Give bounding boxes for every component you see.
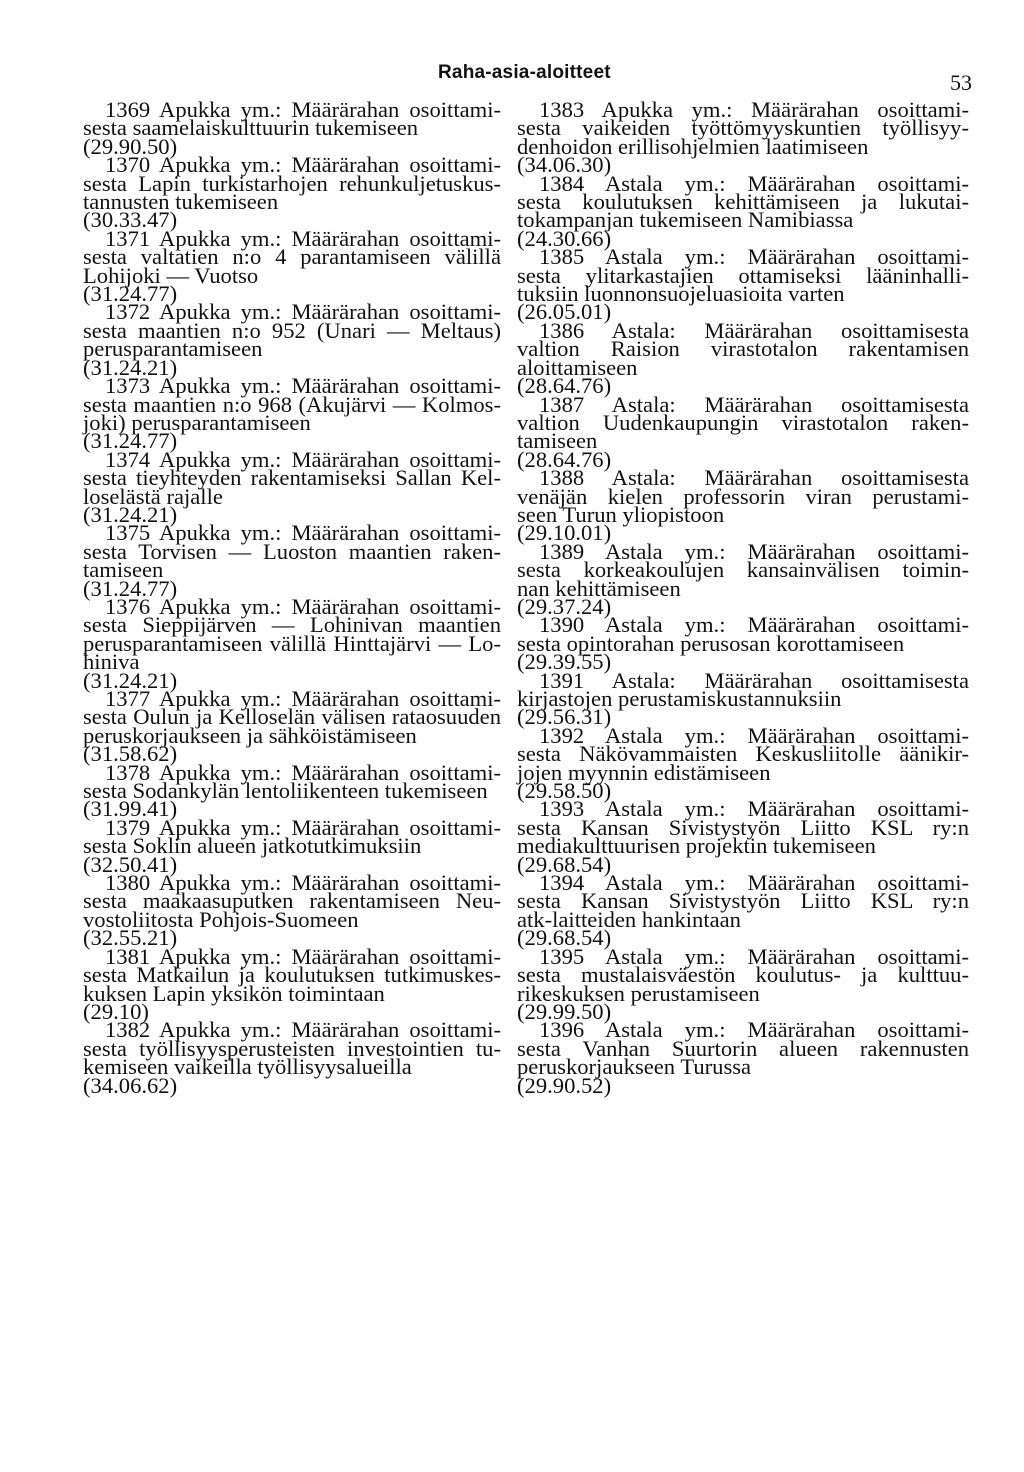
motion-entry bbox=[83, 299, 501, 380]
motion-entry bbox=[517, 870, 969, 951]
motion-heading-line: 1388 Astala: Määrärahan osoittamisesta bbox=[539, 465, 969, 491]
motion-line-last: (29.58.50) bbox=[517, 778, 612, 804]
motion-entry bbox=[517, 796, 969, 877]
motion-line: tuksiin luonnonsuojeluasioita varten bbox=[517, 281, 845, 307]
motion-entry bbox=[83, 446, 501, 527]
motion-heading-line: 1370 Apukka ym.: Määrärahan osoittami- bbox=[105, 152, 501, 178]
motion-line-last: (26.05.01) bbox=[517, 299, 612, 325]
motion-line-last: (29.37.24) bbox=[517, 593, 612, 619]
motion-line: sesta ylitarkastajien ottamiseksi lääninhalli- bbox=[517, 262, 969, 288]
motion-heading-line: 1381 Apukka ym.: Määrärahan osoittami- bbox=[105, 943, 501, 969]
motion-heading-line: 1376 Apukka ym.: Määrärahan osoittami- bbox=[105, 593, 501, 619]
motion-line: kirjastojen perustamiskustannuksiin bbox=[517, 686, 842, 711]
motion-line: sesta korkeakoulujen kansainvälisen toimin- bbox=[517, 557, 969, 583]
motion-line: sesta Vanhan Suurtorin alueen rakennusten bbox=[517, 1035, 969, 1061]
motion-line-last: (31.24.21) bbox=[83, 667, 178, 693]
motion-line: perusparantamiseen bbox=[83, 336, 263, 362]
motion-line: sesta saamelaiskulttuurin tukemiseen bbox=[83, 115, 419, 141]
motion-line: vostoliitosta Pohjois-Suomeen bbox=[83, 906, 359, 932]
motion-heading-line: 1393 Astala ym.: Määrärahan osoittami- bbox=[539, 796, 969, 822]
motion-line-last: (34.06.62) bbox=[83, 1072, 178, 1098]
motion-heading-line: 1392 Astala ym.: Määrärahan osoittami- bbox=[539, 722, 969, 748]
motion-line: sesta Näkövammaisten Keskusliitolle äänikir- bbox=[517, 741, 969, 767]
motion-heading-line: 1374 Apukka ym.: Määrärahan osoittami- bbox=[105, 446, 501, 472]
motion-line: sesta maakaasuputken rakentamiseen Neu- bbox=[83, 888, 501, 914]
motion-line-last: (31.24.77) bbox=[83, 575, 178, 601]
motion-entry bbox=[83, 814, 501, 877]
motion-line: peruskorjaukseen ja sähköistämiseen bbox=[83, 722, 417, 748]
left-column bbox=[83, 97, 501, 1098]
motion-line-last: (30.33.47) bbox=[83, 207, 178, 233]
motion-line-last: (28.64.76) bbox=[517, 373, 612, 399]
motion-heading-line: 1384 Astala ym.: Määrärahan osoittami- bbox=[539, 170, 969, 196]
motion-line: rikeskuksen perustamiseen bbox=[517, 980, 760, 1006]
motion-line: sesta Lapin turkistarhojen rehunkuljetuskus- bbox=[83, 170, 501, 196]
page-number: 53 bbox=[950, 70, 972, 95]
motion-line: joki) perusparantamiseen bbox=[83, 409, 311, 435]
motion-line-last: (29.90.52) bbox=[517, 1072, 612, 1098]
motion-line: sesta vaikeiden työttömyyskuntien työllisyy- bbox=[517, 115, 969, 141]
motion-line: tannusten tukemiseen bbox=[83, 189, 279, 215]
motion-heading-line: 1372 Apukka ym.: Määrärahan osoittami- bbox=[105, 299, 501, 325]
page-header bbox=[0, 60, 1024, 95]
motion-line-last: (31.24.21) bbox=[83, 354, 178, 380]
motion-entry bbox=[83, 593, 501, 693]
motion-entry bbox=[517, 943, 969, 1024]
motion-heading-line: 1377 Apukka ym.: Määrärahan osoittami- bbox=[105, 686, 501, 711]
motion-heading-line: 1371 Apukka ym.: Määrärahan osoittami- bbox=[105, 225, 501, 251]
motion-line-last: (28.64.76) bbox=[517, 446, 612, 472]
motion-line: tokampanjan tukemiseen Namibiassa bbox=[517, 207, 854, 233]
motion-heading-line: 1375 Apukka ym.: Määrärahan osoittami- bbox=[105, 520, 501, 546]
motion-line: Lohijoki — Vuotso bbox=[83, 262, 259, 288]
motion-entry bbox=[517, 97, 969, 178]
motion-entry bbox=[83, 1017, 501, 1098]
motion-line: sesta maantien n:o 952 (Unari — Meltaus) bbox=[83, 317, 501, 343]
motion-heading-line: 1380 Apukka ym.: Määrärahan osoittami- bbox=[105, 870, 501, 896]
motion-line: venäjän kielen professorin viran perustami- bbox=[517, 483, 969, 509]
motion-entry bbox=[517, 244, 969, 325]
motion-entry bbox=[517, 538, 969, 619]
running-title: Raha-asia-aloitteet bbox=[438, 62, 611, 83]
motion-line: seen Turun yliopistoon bbox=[517, 501, 725, 527]
motion-entry bbox=[83, 943, 501, 1024]
motion-entry bbox=[517, 612, 969, 675]
motion-line: nan kehittämiseen bbox=[517, 575, 681, 601]
motion-heading-line: 1385 Astala ym.: Määrärahan osoittami- bbox=[539, 244, 969, 270]
motion-line: sesta työllisyysperusteisten investointien tu- bbox=[83, 1035, 501, 1061]
motion-line: sesta Kansan Sivistystyön Liitto KSL ry:n bbox=[517, 888, 969, 914]
motion-line: sesta opintorahan perusosan korottamiseen bbox=[517, 630, 905, 656]
motion-heading-line: 1387 Astala: Määrärahan osoittamisesta bbox=[539, 391, 969, 417]
motion-line: mediakulttuurisen projektin tukemiseen bbox=[517, 833, 876, 859]
motion-entry bbox=[517, 170, 969, 251]
motion-heading-line: 1383 Apukka ym.: Määrärahan osoittami- bbox=[539, 97, 969, 122]
motion-line: sesta Torvisen — Luoston maantien raken- bbox=[83, 538, 501, 564]
motion-line: sesta valtatien n:o 4 parantamiseen välillä bbox=[83, 244, 501, 270]
motion-line: valtion Raision virastotalon rakentamisen bbox=[517, 336, 969, 362]
motion-heading-line: 1391 Astala: Määrärahan osoittamisesta bbox=[539, 667, 969, 693]
motion-line-last: (29.99.50) bbox=[517, 998, 612, 1024]
motion-line-last: (31.99.41) bbox=[83, 796, 178, 822]
motion-line: hiniva bbox=[83, 649, 140, 675]
motion-heading-line: 1389 Astala ym.: Määrärahan osoittami- bbox=[539, 538, 969, 564]
motion-entry bbox=[517, 722, 969, 804]
motion-line: tamiseen bbox=[517, 428, 598, 454]
motion-entry bbox=[83, 686, 501, 767]
motion-heading-line: 1382 Apukka ym.: Määrärahan osoittami- bbox=[105, 1017, 501, 1043]
motion-line: jojen myynnin edistämiseen bbox=[517, 759, 771, 785]
motion-heading-line: 1395 Astala ym.: Määrärahan osoittami- bbox=[539, 943, 969, 969]
motion-line: tamiseen bbox=[83, 557, 164, 583]
motion-entry bbox=[517, 465, 969, 546]
motion-line-last: (31.58.62) bbox=[83, 741, 178, 767]
motion-line: valtion Uudenkaupungin virastotalon raken- bbox=[517, 409, 969, 435]
right-column bbox=[517, 97, 969, 1098]
motion-heading-line: 1394 Astala ym.: Määrärahan osoittami- bbox=[539, 870, 969, 896]
motion-line: aloittamiseen bbox=[517, 354, 638, 380]
motion-line: peruskorjaukseen Turussa bbox=[517, 1054, 752, 1080]
motion-heading-line: 1369 Apukka ym.: Määrärahan osoittami- bbox=[105, 97, 501, 122]
motion-line-last: (29.90.50) bbox=[83, 133, 178, 159]
motion-line: loselästä rajalle bbox=[83, 483, 223, 509]
motion-line: sesta mustalaisväestön koulutus- ja kulttuu- bbox=[517, 962, 969, 988]
motion-line: sesta tieyhteyden rakentamiseksi Sallan Kel- bbox=[83, 465, 501, 491]
motion-line: sesta koulutuksen kehittämiseen ja lukutai- bbox=[517, 189, 969, 215]
motion-heading-line: 1378 Apukka ym.: Määrärahan osoittami- bbox=[105, 759, 501, 785]
motion-line-last: (31.24.77) bbox=[83, 281, 178, 307]
motion-line: perusparantamiseen välillä Hinttajärvi — Lo- bbox=[83, 630, 501, 656]
motion-heading-line: 1386 Astala: Määrärahan osoittamisesta bbox=[539, 317, 969, 343]
motion-line: sesta Kansan Sivistystyön Liitto KSL ry:n bbox=[517, 814, 969, 840]
motion-entry bbox=[83, 759, 501, 822]
motion-entry bbox=[517, 317, 969, 399]
motion-line: kemiseen vaikeilla työllisyysalueilla bbox=[83, 1054, 412, 1080]
motion-heading-line: 1379 Apukka ym.: Määrärahan osoittami- bbox=[105, 814, 501, 840]
motion-line-last: (29.56.31) bbox=[517, 704, 612, 730]
motion-line: kuksen Lapin yksikön toimintaan bbox=[83, 980, 385, 1006]
motion-line: sesta Matkailun ja koulutuksen tutkimuskes- bbox=[83, 962, 501, 988]
motion-entry bbox=[83, 520, 501, 601]
motion-line-last: (29.68.54) bbox=[517, 925, 612, 951]
motion-line: sesta maantien n:o 968 (Akujärvi — Kolmos- bbox=[83, 391, 501, 417]
motion-entry bbox=[83, 225, 501, 307]
motion-heading-line: 1396 Astala ym.: Määrärahan osoittami- bbox=[539, 1017, 969, 1043]
motion-line: denhoidon erillisohjelmien laatimiseen bbox=[517, 133, 869, 159]
motion-line: sesta Sieppijärven — Lohinivan maantien bbox=[83, 612, 501, 638]
motion-entry bbox=[83, 97, 501, 159]
motion-line-last: (29.10.01) bbox=[517, 520, 612, 546]
motion-line: sesta Oulun ja Kelloselän välisen rataosuuden bbox=[83, 704, 501, 730]
motion-line-last: (29.10) bbox=[83, 998, 149, 1024]
motion-heading-line: 1390 Astala ym.: Määrärahan osoittami- bbox=[539, 612, 969, 638]
motion-line-last: (29.68.54) bbox=[517, 851, 612, 877]
motion-entry bbox=[83, 373, 501, 454]
motion-line-last: (32.50.41) bbox=[83, 851, 178, 877]
motion-line-last: (29.39.55) bbox=[517, 649, 612, 675]
motion-line-last: (34.06.30) bbox=[517, 152, 612, 178]
motion-line: atk-laitteiden hankintaan bbox=[517, 906, 741, 932]
motion-line: sesta Soklin alueen jatkotutkimuksiin bbox=[83, 833, 422, 859]
motion-line-last: (31.24.77) bbox=[83, 428, 178, 454]
motion-line-last: (31.24.21) bbox=[83, 501, 178, 527]
motion-heading-line: 1373 Apukka ym.: Määrärahan osoittami- bbox=[105, 373, 501, 399]
motion-line-last: (32.55.21) bbox=[83, 925, 178, 951]
motion-entry bbox=[517, 667, 969, 730]
motion-line: sesta Sodankylän lentoliikenteen tukemiseen bbox=[83, 778, 488, 804]
motion-entry bbox=[517, 1017, 969, 1098]
motion-entry bbox=[83, 870, 501, 951]
motion-entry bbox=[517, 391, 969, 472]
motion-entry bbox=[83, 152, 501, 233]
motion-line-last: (24.30.66) bbox=[517, 225, 612, 251]
